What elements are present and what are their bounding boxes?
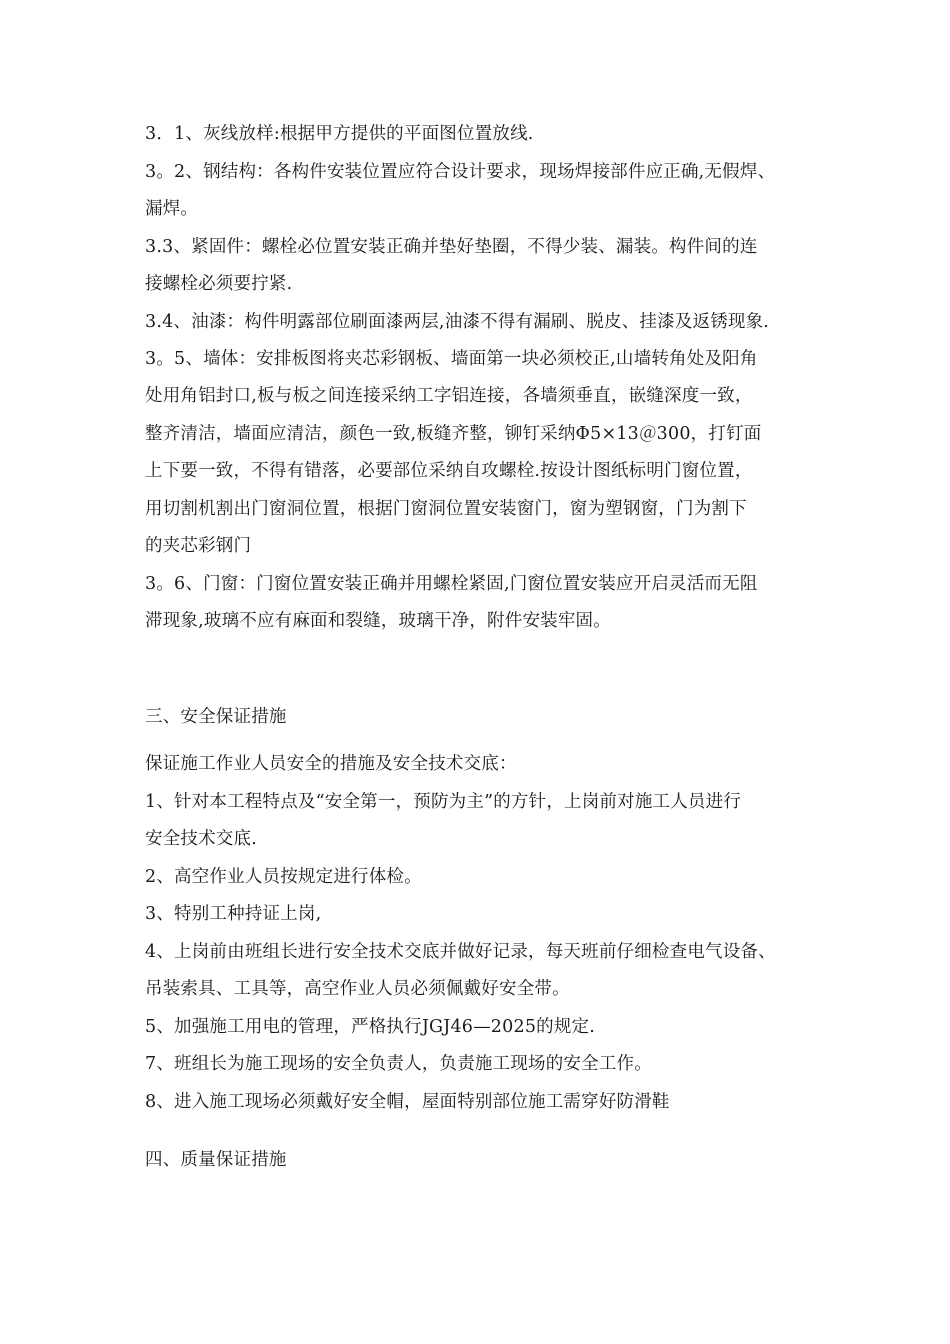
safety-item-2: 2、高空作业人员按规定进行体检。 [145, 867, 422, 887]
safety-item-5: 5、加强施工用电的管理，严格执行JGJ46—2025的规定. [145, 1017, 596, 1037]
paragraph-safety-intro: 保证施工作业人员安全的措施及安全技术交底： [145, 754, 517, 774]
paragraph-3-2-line-1: 3。2、钢结构：各构件安装位置应符合设计要求，现场焊接部件应正确,无假焊、 [145, 162, 776, 182]
paragraph-3-5-line-4: 上下要一致，不得有错落，必要部位采纳自攻螺栓.按设计图纸标明门窗位置， [145, 461, 753, 481]
paragraph-3-5-line-5: 用切割机割出门窗洞位置，根据门窗洞位置安装窗门，窗为塑钢窗，门为割下 [145, 499, 747, 519]
paragraph-3-6-line-1: 3。6、门窗：门窗位置安装正确并用螺栓紧固,门窗位置安装应开启灵活而无阻 [145, 574, 758, 594]
paragraph-3-1-line-1: 3．1、灰线放样:根据甲方提供的平面图位置放线. [145, 124, 534, 144]
paragraph-3-3-line-2: 接螺栓必须要拧紧. [145, 274, 293, 294]
paragraph-3-5-line-2: 处用角铝封口,板与板之间连接采纳工字铝连接，各墙须垂直，嵌缝深度一致， [145, 386, 753, 406]
paragraph-3-5-line-6: 的夹芯彩钢门 [145, 536, 252, 556]
paragraph-3-6-line-2: 滞现象,玻璃不应有麻面和裂缝，玻璃干净，附件安装牢固。 [145, 611, 611, 631]
section-heading-quality: 四、质量保证措施 [145, 1150, 287, 1170]
safety-item-1-line-2: 安全技术交底. [145, 829, 257, 849]
safety-item-8: 8、进入施工现场必须戴好安全帽，屋面特别部位施工需穿好防滑鞋 [145, 1092, 670, 1112]
safety-item-1-line-1: 1、针对本工程特点及“安全第一，预防为主”的方针，上岗前对施工人员进行 [145, 792, 742, 812]
paragraph-3-3-line-1: 3.3、紧固件：螺栓必位置安装正确并垫好垫圈，不得少装、漏装。构件间的连 [145, 237, 758, 257]
paragraph-3-5-line-1: 3。5、墙体：安排板图将夹芯彩钢板、墙面第一块必须校正,山墙转角处及阳角 [145, 349, 758, 369]
safety-item-7: 7、班组长为施工现场的安全负责人，负责施工现场的安全工作。 [145, 1054, 652, 1074]
safety-item-4-line-1: 4、上岗前由班组长进行安全技术交底并做好记录，每天班前仔细检查电气设备、 [145, 942, 776, 962]
paragraph-3-4-line-1: 3.4、油漆：构件明露部位刷面漆两层,油漆不得有漏刷、脱皮、挂漆及返锈现象. [145, 312, 770, 332]
paragraph-3-2-line-2: 漏焊。 [145, 199, 199, 219]
safety-item-3: 3、特别工种持证上岗, [145, 904, 322, 924]
safety-item-4-line-2: 吊装索具、工具等，高空作业人员必须佩戴好安全带。 [145, 979, 570, 999]
section-heading-safety: 三、安全保证措施 [145, 707, 287, 727]
paragraph-3-5-line-3: 整齐清洁，墙面应清洁，颜色一致,板缝齐整，铆钉采纳Φ5×13＠300，打钉面 [145, 424, 762, 444]
